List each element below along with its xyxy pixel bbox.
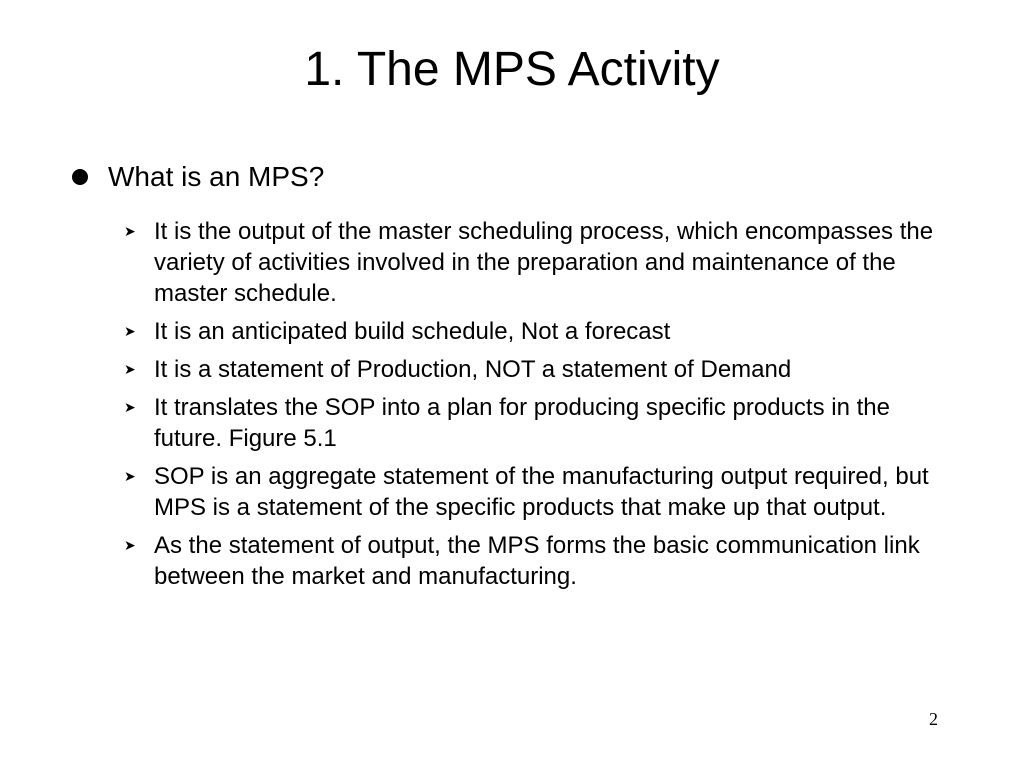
sub-bullet-text: As the statement of output, the MPS forms the basic communication link between the market and manufacturing. (154, 532, 920, 590)
arrowhead-bullet-icon: ➤ (124, 361, 136, 377)
sub-bullet-text: It is a statement of Production, NOT a statement of Demand (154, 356, 792, 383)
sub-bullet-item (120, 216, 940, 309)
main-bullet-text: What is an MPS? (108, 161, 325, 192)
arrowhead-bullet-icon: ➤ (124, 399, 136, 415)
sub-bullet-text: SOP is an aggregate statement of the manufacturing output required, but MPS is a statement of the specific products that make up that output. (154, 463, 929, 521)
sub-bullet-item (120, 392, 940, 454)
sub-bullet-text: It is an anticipated build schedule, Not a forecast (154, 318, 671, 345)
filled-circle-bullet-icon (72, 169, 88, 185)
slide-title: 1. The MPS Activity (304, 43, 720, 96)
sub-bullet-list (120, 216, 940, 599)
arrowhead-bullet-icon: ➤ (124, 468, 136, 484)
sub-bullet-item (120, 530, 940, 592)
arrowhead-bullet-icon: ➤ (124, 537, 136, 553)
sub-bullet-item (120, 316, 940, 347)
sub-bullet-item (120, 354, 940, 385)
arrowhead-bullet-icon: ➤ (124, 323, 136, 339)
sub-bullet-text: It translates the SOP into a plan for producing specific products in the future. Figure 5.1 (154, 394, 890, 452)
main-bullet (70, 157, 970, 197)
sub-bullet-item (120, 461, 940, 523)
page-number: 2 (929, 709, 938, 729)
arrowhead-bullet-icon: ➤ (124, 223, 136, 239)
sub-bullet-text: It is the output of the master scheduling process, which encompasses the variety of activities involved in the preparation and maintenance of the master schedule. (154, 218, 934, 307)
